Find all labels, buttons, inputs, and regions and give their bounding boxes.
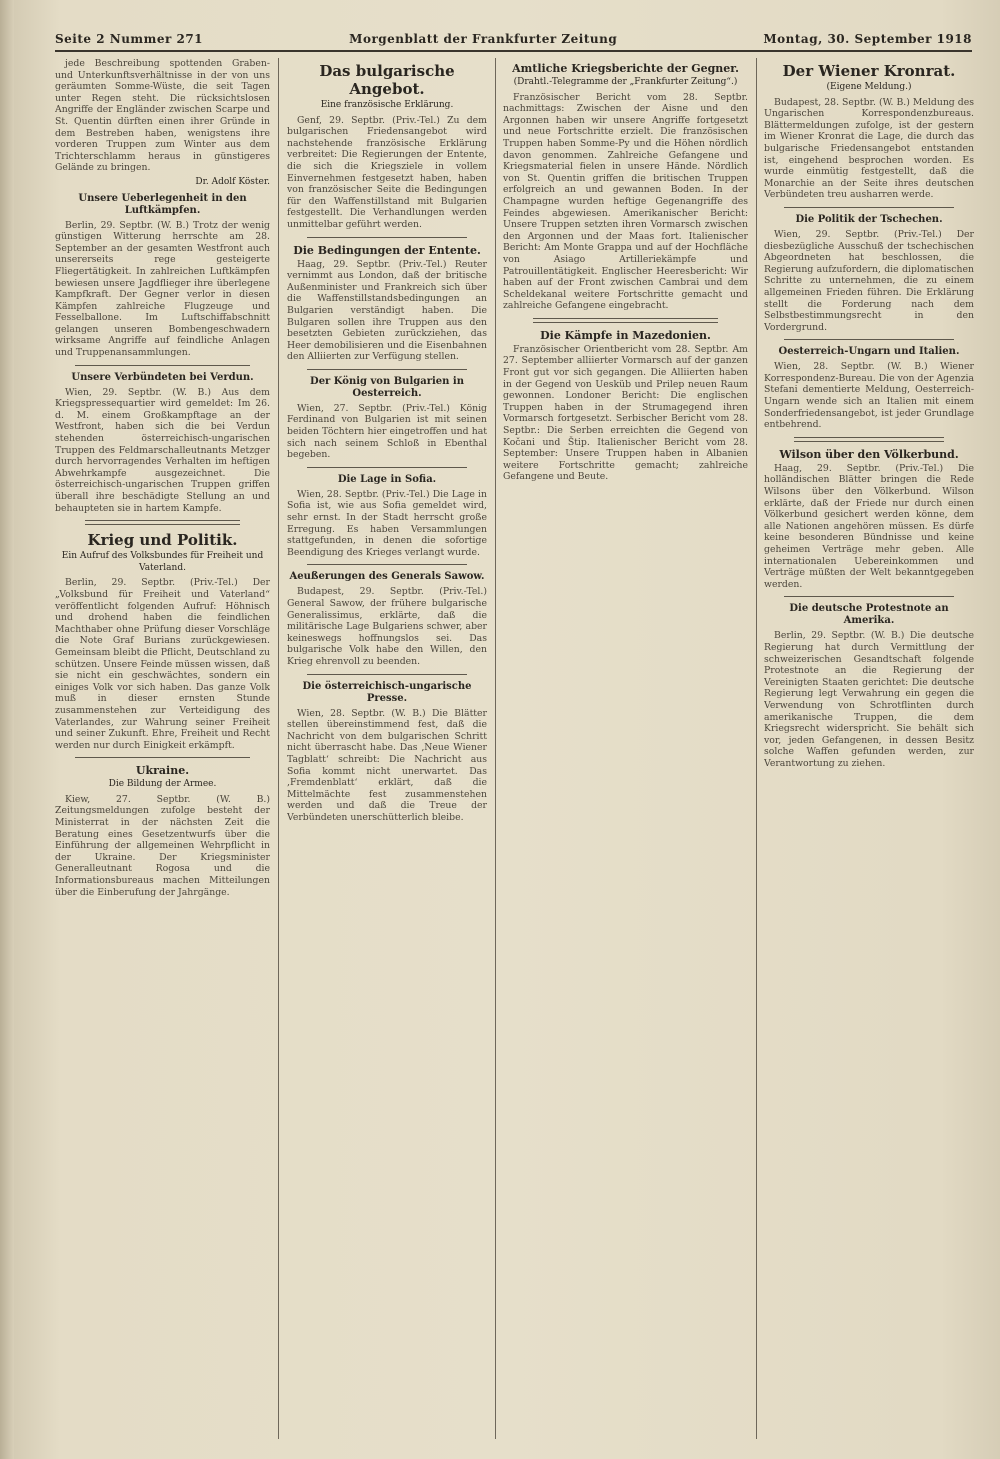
section-divider bbox=[307, 369, 467, 370]
section-divider bbox=[784, 207, 954, 208]
column-2 bbox=[287, 58, 487, 1439]
section-divider bbox=[307, 674, 467, 675]
column-4 bbox=[764, 58, 974, 1439]
article-headline: Die deutsche Protestnote an Amerika. bbox=[789, 603, 949, 627]
article-text: Berlin, 29. Septbr. (W. B.) Trotz der wenig günstigen Witterung herrschte am 28. September an der gesamten Westfront auch unsererseits rege gesteigerte Fliegertätigkeit. In zahlreichen Luftkämpfen bewiesen unsere Jagdflieger ihre überlegene Kampfkraft. Der Gegner verlor in diesen Kämpfen zahlreiche Flugzeuge und Fesselballone. Im Luftschiffabschnitt gelangen unseren Bombengeschwadern wirksame Angriffe auf feindliche Anlagen und Truppenansammlungen. bbox=[55, 219, 270, 359]
article-headline: Unsere Verbündeten bei Verdun. bbox=[71, 371, 254, 383]
masthead bbox=[55, 28, 972, 52]
section-headline: Die Kämpfe in Mazedonien. bbox=[540, 328, 711, 342]
article-text: Budapest, 28. Septbr. (W. B.) Meldung des Ungarischen Korrespondenzbureaus. Blättermeldungen zufolge, ist der gestern im Wiener Kronrat die Lage, die durch das bulgarische Friedensangebot entstanden ist, eingehend besprochen worden. Es wurde einmütig festgestellt, daß die Monarchie an der Seite ihres deutschen Verbündeten treu ausharren werde. bbox=[764, 96, 974, 201]
article-text: Wien, 28. Septbr. (W. B.) Wiener Korrespondenz-Bureau. Die von der Agenzia Stefani dementierte Meldung, Oesterreich-Ungarn wende sich an Italien mit einem Sonderfriedensangebot, ist jeder Grundlage entbehrend. bbox=[764, 361, 974, 431]
article-headline: Oesterreich-Ungarn und Italien. bbox=[778, 346, 960, 358]
article-headline: Unsere Ueberlegenheit in den Luftkämpfen. bbox=[78, 192, 247, 216]
column-3 bbox=[503, 58, 748, 1439]
section-headline: Der Wiener Kronrat. bbox=[782, 62, 956, 80]
article-subheadline: (Drahtl.-Telegramme der „Frankfurter Zeitung“.) bbox=[513, 77, 738, 87]
article-headline: Aeußerungen des Generals Sawow. bbox=[289, 571, 485, 583]
article-text: Wien, 28. Septbr. (W. B.) Die Blätter stellen übereinstimmend fest, daß die Nachricht von dem bulgarischen Schritt nicht überrascht habe. Das ‚Neue Wiener Tagblatt‘ schreibt: Die Nachricht aus Sofia kommt nicht unerwartet. Das ‚Fremdenblatt‘ erklärt, daß die Mittelmächte fest zusammenstehen werden und daß die Treue der Verbündeten unerschütterlich bleibe. bbox=[287, 707, 487, 823]
article-text: Wien, 29. Septbr. (W. B.) Aus dem Kriegspressequartier wird gemeldet: Im 26. d. M. einem Großkampftage an der Westfront, haben sich die bei Verdun stehenden österreichisch-ungarischen Truppen des Feldmarschalleutnants Metzger durch hervorragendes Verhalten im heftigen Abwehrkampfe ausgezeichnet. Die österreichisch-ungarischen Truppen griffen überall ihre beschädigte Stellung an und behaupteten sie in hartem Kampfe. bbox=[55, 386, 270, 514]
binding-fold bbox=[0, 0, 14, 1459]
article-headline: Die österreichisch-ungarische Presse. bbox=[302, 680, 472, 704]
article-text: Budapest, 29. Septbr. (Priv.-Tel.) General Sawow, der frühere bulgarische Generalissimus, erklärte, daß die militärische Lage Bulgariens schwer, aber keineswegs hoffnungslos sei. Das bulgarische Volk habe den Willen, den Krieg ehrenvoll zu beenden. bbox=[287, 586, 487, 667]
column-rule bbox=[278, 58, 279, 1439]
article-signature: Dr. Adolf Köster. bbox=[195, 176, 270, 187]
article-text: Französischer Orientbericht vom 28. Septbr. Am 27. September alliierter Vormarsch auf der ganzen Front gut vor sich gegangen. Die Alliierten haben in der Gegend von Uesküb und Prilep neuen Raum gewonnen. Londoner Bericht: Die englischen Truppen haben in der Strumagegend ihren Vormarsch fortgesetzt. Serbischer Bericht vom 28. Septbr.: Die Serben erreichten die Gegend von Kočani und Štip. Italienischer Bericht vom 28. September: Unsere Truppen haben in Albanien weitere Fortschritte gemacht; zahlreiche Gefangene und Beute. bbox=[503, 343, 748, 483]
article-text: Haag, 29. Septbr. (Priv.-Tel.) Die holländischen Blätter bringen die Rede Wilsons über den Völkerbund. Wilson erklärte, daß der Friede nur durch einen Völkerbund gesichert werden könne, dem alle Nationen angehören müssen. Es dürfe keine besonderen Bündnisse und keine geheimen Verträge mehr geben. Alle internationalen Uebereinkommen und Verträge müßten der Welt bekanntgegeben werden. bbox=[764, 462, 974, 590]
article-text: Wien, 27. Septbr. (Priv.-Tel.) König Ferdinand von Bulgarien ist mit seinen beiden Töchtern hier eingetroffen und hat sich nach seinem Schloß in Ebenthal begeben. bbox=[287, 402, 487, 461]
article-text: Kiew, 27. Septbr. (W. B.) Zeitungsmeldungen zufolge besteht der Ministerrat in der nächsten Zeit die Beratung eines Gesetzentwurfs über die Einführung der allgemeinen Wehrpflicht in der Ukraine. Der Kriegsminister Generalleutnant Rogosa und die Informationsbureaus machen Mitteilungen über die Einberufung der Jahrgänge. bbox=[55, 793, 270, 898]
article-text: Französischer Bericht vom 28. Septbr. nachmittags: Zwischen der Aisne und den Argonnen haben wir unsere Angriffe fortgesetzt und neue Fortschritte erzielt. Die französischen Truppen haben Somme-Py und die Höhen nördlich davon genommen. Zahlreiche Gefangene und Kriegsmaterial fielen in unsere Hände. Nördlich von St. Quentin griffen die britischen Truppen erfolgreich an und gewannen Boden. In der Champagne wurden heftige Gegenangriffe des Feindes abgewiesen. Amerikanischer Bericht: Unsere Truppen setzten ihren Vormarsch zwischen den Argonnen und der Maas fort. Italienischer Bericht: Am Monte Grappa und auf der Hochfläche von Asiago Artilleriekämpfe und Patrouillentätigkeit. Englischer Heeresbericht: Wir haben auf der Front zwischen Cambrai und dem Scheldekanal weitere Fortschritte gemacht und zahlreiche Gefangene eingebracht. bbox=[503, 91, 748, 312]
article-text: Wien, 29. Septbr. (Priv.-Tel.) Der diesbezügliche Ausschuß der tschechischen Abgeordneten hat beschlossen, die Regierung aufzufordern, die diplomatischen Schritte zu unternehmen, die zu einem allgemeinen Frieden führen. Die Erklärung stellt die Forderung nach dem Selbstbestimmungsrecht in den Vordergrund. bbox=[764, 228, 974, 333]
issue-date: Montag, 30. September 1918 bbox=[763, 32, 972, 46]
section-headline: Das bulgarische Angebot. bbox=[319, 62, 455, 98]
section-divider bbox=[75, 757, 250, 758]
newspaper-title: Morgenblatt der Frankfurter Zeitung bbox=[349, 32, 618, 46]
article-text: Wien, 28. Septbr. (Priv.-Tel.) Die Lage in Sofia ist, wie aus Sofia gemeldet wird, sehr ernst. In der Stadt herrscht große Erregung. Es haben Versammlungen stattgefunden, in denen die sofortige Beendigung des Krieges verlangt wurde. bbox=[287, 488, 487, 558]
article-headline: Der König von Bulgarien in Oesterreich. bbox=[310, 375, 464, 399]
column-1 bbox=[55, 58, 270, 1439]
column-rule bbox=[756, 58, 757, 1439]
article-text: jede Beschreibung spottenden Graben- und Unterkunftsverhältnisse in der von uns geräumten Somme-Wüste, die seit Tagen unter Regen steht. Die rücksichtslosen Angriffe der Engländer zwischen Scarpe und St. Quentin dürften einen ihrer Gründe in dem Bestreben haben, wenigstens ihre vorderen Truppen zum Winter aus dem Trichterschlamm heraus in günstigeres Gelände zu bringen. bbox=[55, 58, 270, 174]
page-number: Seite 2 Nummer 271 bbox=[55, 32, 204, 46]
section-headline: Krieg und Politik. bbox=[87, 531, 238, 550]
section-headline: Ukraine. bbox=[135, 764, 190, 778]
section-divider bbox=[85, 520, 240, 525]
section-divider bbox=[794, 437, 944, 442]
section-divider bbox=[784, 596, 954, 597]
article-text: Genf, 29. Septbr. (Priv.-Tel.) Zu dem bulgarischen Friedensangebot wird nachstehende französische Erklärung verbreitet: Die Regierungen der Entente, die sich die Kriegsziele in vollem Einvernehmen festgesetzt haben, haben von französischer Seite die Bedingungen für den Waffenstillstand mit Bulgarien festgestellt. Die Verhandlungen werden unmittelbar geführt werden. bbox=[287, 114, 487, 230]
section-divider bbox=[533, 318, 718, 323]
section-headline: Amtliche Kriegsberichte der Gegner. bbox=[512, 62, 739, 75]
article-subheadline: Eine französische Erklärung. bbox=[320, 100, 454, 110]
article-text: Haag, 29. Septbr. (Priv.-Tel.) Reuter vernimmt aus London, daß der britische Außenminister und Frankreich sich über die Waffenstillstandsbedingungen an Bulgarien verständigt haben. Die Bulgaren sollen ihre Truppen aus den besetzten Gebieten zurückziehen, das Heer demobilisieren und die Eisenbahnen den Alliierten zur Verfügung stellen. bbox=[287, 258, 487, 363]
article-headline: Die Politik der Tschechen. bbox=[795, 213, 943, 225]
column-rule bbox=[495, 58, 496, 1439]
section-divider bbox=[75, 365, 250, 366]
section-headline: Wilson über den Völkerbund. bbox=[779, 447, 959, 461]
article-text: Berlin, 29. Septbr. (Priv.-Tel.) Der „Volksbund für Freiheit und Vaterland“ veröffentlicht folgenden Aufruf: Höhnisch und drohend haben die feindlichen Machthaber ohne Prüfung dieser Vorschläge die Note Graf Burians zurückgewiesen. Gemeinsam bleibt die Pflicht, Deutschland zu schützen. Unsere Feinde müssen wissen, daß sie nicht ein geschwächtes, sondern ein einiges Volk vor sich haben. Das ganze Volk muß in dieser ernsten Stunde zusammenstehen zur Verteidigung des Vaterlandes, zur Wahrung seiner Freiheit und seiner Zukunft. Ehre, Freiheit und Recht werden nur durch Einigkeit erkämpft. bbox=[55, 577, 270, 751]
section-divider bbox=[307, 467, 467, 468]
article-subheadline: Die Bildung der Armee. bbox=[108, 779, 217, 790]
section-divider bbox=[307, 564, 467, 565]
article-text: Berlin, 29. Septbr. (W. B.) Die deutsche Regierung hat durch Vermittlung der schweizerischen Gesandtschaft folgende Protestnote an die Regierung der Vereinigten Staaten gerichtet: Die deutsche Regierung legt Verwahrung ein gegen die Verwendung von Schrotflinten durch amerikanische Truppen, die dem Kriegsrecht widerspricht. Sie behält sich vor, jeden Gefangenen, in dessen Besitz solche Waffen gefunden werden, zur Verantwortung zu ziehen. bbox=[764, 630, 974, 769]
article-subheadline: (Eigene Meldung.) bbox=[826, 82, 912, 92]
article-headline: Die Bedingungen der Entente. bbox=[293, 243, 481, 257]
article-headline: Die Lage in Sofia. bbox=[337, 473, 437, 485]
article-subheadline: Ein Aufruf des Volksbundes für Freiheit und Vaterland. bbox=[61, 551, 264, 573]
section-divider bbox=[784, 339, 954, 340]
section-divider bbox=[307, 237, 467, 238]
